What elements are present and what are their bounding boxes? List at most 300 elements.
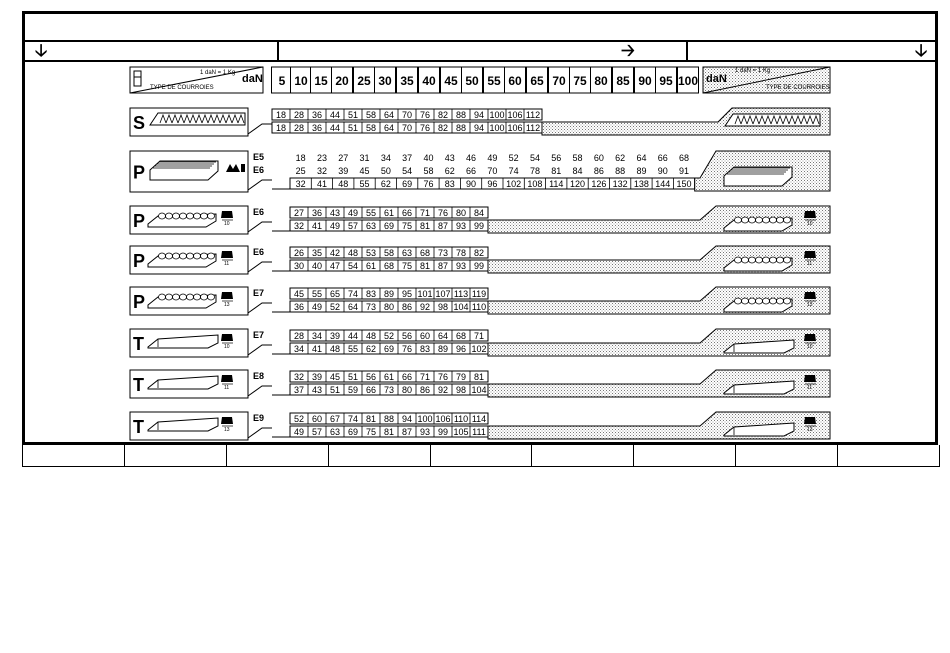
tension-value: 88 [383, 414, 395, 424]
tension-value: 52 [508, 153, 519, 163]
belt-section-icon-right [804, 251, 816, 258]
footer-cell [838, 445, 939, 466]
tension-value: 94 [401, 414, 413, 424]
connector-line [248, 262, 272, 272]
tension-value: 83 [419, 344, 431, 354]
tension-value: 68 [679, 153, 690, 163]
tension-value: 110 [471, 302, 487, 312]
tension-value: 71 [419, 208, 431, 218]
tension-value: 55 [365, 208, 377, 218]
tension-value: 80 [383, 302, 395, 312]
tension-value: 36 [293, 302, 305, 312]
scale-value: 75 [573, 74, 587, 88]
connector-line [248, 345, 272, 355]
tension-value: 56 [551, 153, 562, 163]
tension-value: 83 [365, 289, 377, 299]
unit-label: daN [706, 73, 727, 85]
belt-section-icon [221, 251, 233, 258]
belt-section-icon [221, 417, 233, 424]
tension-value: 80 [401, 385, 413, 395]
belt-section-icon-right [804, 211, 816, 218]
tension-value: 52 [383, 331, 395, 341]
tension-value: 28 [293, 123, 305, 133]
tension-value: 32 [295, 179, 306, 189]
tension-value: 96 [455, 344, 467, 354]
tension-value: 76 [437, 208, 449, 218]
scale-value: 20 [335, 74, 349, 88]
tension-value: 45 [359, 166, 370, 176]
tension-value: 76 [419, 123, 431, 133]
tension-value: 37 [402, 153, 413, 163]
footer-cell [736, 445, 838, 466]
tension-value: 48 [347, 248, 359, 258]
tension-value: 48 [338, 179, 349, 189]
section-width: 11 [224, 261, 230, 267]
tension-value: 89 [636, 166, 647, 176]
tension-value: 126 [591, 179, 607, 189]
tension-value: 23 [316, 153, 327, 163]
tension-value: 62 [444, 166, 455, 176]
footer-cell [227, 445, 329, 466]
belt-row [130, 108, 830, 136]
tension-value: 64 [383, 123, 395, 133]
tension-value: 44 [347, 331, 359, 341]
tension-value: 36 [311, 110, 323, 120]
tension-value: 47 [329, 261, 341, 271]
tension-value: 48 [329, 344, 341, 354]
belt-row [130, 151, 830, 192]
tension-value: 43 [444, 153, 455, 163]
belt-section-icon [221, 375, 233, 382]
tension-value: 71 [473, 331, 485, 341]
tension-value: 89 [383, 289, 395, 299]
tension-value: 79 [455, 372, 467, 382]
tension-value: 70 [401, 110, 413, 120]
tension-value: 54 [402, 166, 413, 176]
tension-value: 76 [401, 344, 413, 354]
tension-value: 49 [487, 153, 498, 163]
tension-value: 70 [487, 166, 498, 176]
tension-value: 96 [487, 179, 498, 189]
tension-value: 41 [316, 179, 327, 189]
belt-section-icon-right [804, 375, 816, 382]
tension-value: 86 [593, 166, 604, 176]
tension-value: 99 [473, 221, 485, 231]
footer-cell [125, 445, 227, 466]
tension-value: 64 [636, 153, 647, 163]
tension-value: 64 [437, 331, 449, 341]
tension-value: 119 [471, 289, 487, 299]
scale-header [130, 67, 830, 93]
tension-value: 61 [383, 372, 395, 382]
connector-line [248, 124, 272, 134]
tension-value: 112 [525, 110, 541, 120]
belt-letter: P [133, 211, 146, 231]
tension-value: 102 [506, 179, 522, 189]
tension-value: 51 [347, 123, 359, 133]
connector-line [248, 428, 272, 438]
connector-line [248, 222, 272, 232]
tension-value: 32 [316, 166, 327, 176]
tension-value: 81 [473, 372, 485, 382]
belt-section-icon-right [804, 417, 816, 424]
tension-value: 27 [338, 153, 349, 163]
tension-value: 58 [572, 153, 583, 163]
section-width: 11 [807, 261, 813, 267]
tension-value: 75 [401, 261, 413, 271]
tension-value: 105 [453, 427, 469, 437]
belt-rows [130, 108, 830, 440]
tension-value: 84 [473, 208, 485, 218]
tension-value: 76 [437, 372, 449, 382]
tension-value: 31 [359, 153, 370, 163]
tension-value: 114 [549, 179, 564, 189]
tension-value: 28 [293, 110, 305, 120]
section-width: 10 [807, 344, 813, 350]
tension-value: 82 [437, 123, 449, 133]
tension-value: 93 [455, 221, 467, 231]
tension-value: 51 [347, 110, 359, 120]
tension-value: 40 [311, 261, 323, 271]
line-label: E8 [253, 371, 265, 381]
tension-value: 61 [383, 208, 395, 218]
connector-line [248, 180, 272, 190]
tension-value: 69 [347, 427, 359, 437]
tension-value: 66 [466, 166, 477, 176]
tension-value: 48 [365, 331, 377, 341]
tension-value: 34 [293, 344, 305, 354]
tension-value: 58 [423, 166, 434, 176]
tension-value: 69 [383, 344, 395, 354]
tension-value: 27 [293, 208, 305, 218]
tension-value: 26 [293, 248, 305, 258]
tension-value: 30 [293, 261, 305, 271]
tension-value: 93 [419, 427, 431, 437]
scale-value: 100 [677, 74, 699, 88]
tension-value: 98 [437, 302, 449, 312]
scale-value: 60 [508, 74, 522, 88]
tension-value: 98 [455, 385, 467, 395]
unit-note: 1 daN = 1 Kg [200, 70, 236, 76]
tension-value: 50 [380, 166, 391, 176]
tension-value: 41 [311, 344, 323, 354]
footer-cell [23, 445, 125, 466]
line-label: E7 [253, 288, 265, 298]
tension-value: 45 [293, 289, 305, 299]
tension-value: 67 [329, 414, 341, 424]
belt-section-icon-right [804, 334, 816, 341]
scale-value: 65 [530, 74, 544, 88]
tension-value: 40 [423, 153, 434, 163]
tension-value: 49 [311, 302, 323, 312]
tension-value: 53 [365, 248, 377, 258]
scale-value: 90 [638, 74, 652, 88]
scale-value: 95 [659, 74, 673, 88]
tension-value: 82 [473, 248, 485, 258]
tension-value: 45 [329, 372, 341, 382]
tension-value: 81 [365, 414, 377, 424]
tension-value: 28 [293, 331, 305, 341]
scale-value: 45 [444, 74, 458, 88]
tension-value: 34 [311, 331, 323, 341]
tension-value: 101 [417, 289, 433, 299]
tension-value: 66 [401, 372, 413, 382]
scale-value: 25 [357, 74, 371, 88]
section-width: 10 [224, 221, 230, 227]
connector-line [248, 386, 272, 396]
line-label: E6 [253, 207, 265, 217]
tension-value: 100 [417, 414, 433, 424]
tension-value: 95 [401, 289, 413, 299]
tension-value: 35 [311, 248, 323, 258]
belt-letter: T [133, 375, 144, 395]
line-label: E9 [253, 413, 265, 423]
section-width: 13 [224, 427, 230, 433]
tension-value: 86 [401, 302, 413, 312]
tension-value: 44 [329, 110, 341, 120]
tension-value: 112 [525, 123, 541, 133]
tension-value: 81 [383, 427, 395, 437]
tension-value: 92 [419, 302, 431, 312]
footer-cell [532, 445, 634, 466]
tension-value: 82 [437, 110, 449, 120]
arrow-down-icon: 🡣 [35, 41, 48, 60]
tension-value: 144 [655, 179, 671, 189]
connector-line [248, 303, 272, 313]
tension-value: 81 [419, 221, 431, 231]
tension-value: 60 [311, 414, 323, 424]
tension-value: 39 [311, 372, 323, 382]
tension-value: 83 [444, 179, 455, 189]
tension-value: 60 [419, 331, 431, 341]
arrow-right-icon: 🡢 [621, 41, 635, 60]
tension-value: 34 [380, 153, 391, 163]
tension-value: 51 [329, 385, 341, 395]
tension-value: 92 [437, 385, 449, 395]
tension-value: 94 [473, 123, 485, 133]
tension-value: 58 [365, 110, 377, 120]
tension-value: 73 [365, 302, 377, 312]
tension-value: 74 [347, 414, 359, 424]
tension-value: 87 [437, 221, 449, 231]
tension-value: 81 [551, 166, 562, 176]
footer-cell [329, 445, 431, 466]
tension-value: 106 [507, 110, 523, 120]
tension-value: 87 [401, 427, 413, 437]
tension-value: 88 [455, 110, 467, 120]
tension-value: 58 [365, 123, 377, 133]
tension-value: 52 [329, 302, 341, 312]
tension-value: 57 [347, 221, 359, 231]
belt-section-icon [221, 211, 233, 218]
tension-value: 74 [347, 289, 359, 299]
tension-value: 90 [657, 166, 668, 176]
tension-value: 80 [455, 208, 467, 218]
tension-value: 36 [311, 208, 323, 218]
tension-value: 150 [676, 179, 692, 189]
scale-value: 15 [314, 74, 328, 88]
tension-value: 55 [359, 179, 370, 189]
tension-value: 68 [419, 248, 431, 258]
tension-value: 62 [615, 153, 626, 163]
tension-value: 66 [401, 208, 413, 218]
section-width: 11 [224, 385, 230, 391]
belt-row [130, 329, 830, 357]
tension-value: 43 [329, 208, 341, 218]
tension-value: 39 [338, 166, 349, 176]
tension-value: 73 [383, 385, 395, 395]
scale-value: 5 [278, 74, 286, 88]
arrow-down-icon: 🡣 [915, 41, 928, 60]
tension-value: 76 [423, 179, 434, 189]
tension-value: 51 [347, 372, 359, 382]
tension-value: 18 [275, 123, 287, 133]
tension-value: 76 [419, 110, 431, 120]
tension-value: 60 [593, 153, 604, 163]
tension-value: 68 [383, 261, 395, 271]
tension-value: 49 [293, 427, 305, 437]
tension-value: 138 [633, 179, 649, 189]
section-width: 13 [807, 302, 813, 308]
unit-label: daN [242, 73, 263, 85]
scale-value: 55 [487, 74, 501, 88]
belt-row [130, 370, 830, 398]
type-label: TYPE DE COURROIES [766, 85, 830, 91]
belt-letter: P [133, 162, 146, 183]
tension-value: 18 [295, 153, 306, 163]
tension-value: 104 [453, 302, 469, 312]
tension-value: 86 [419, 385, 431, 395]
belt-row [130, 206, 830, 234]
tension-value: 94 [473, 110, 485, 120]
tension-value: 106 [435, 414, 451, 424]
tension-value: 87 [437, 261, 449, 271]
tension-value: 42 [329, 248, 341, 258]
section-width: 13 [224, 302, 230, 308]
tension-value: 113 [453, 289, 469, 299]
tension-value: 65 [329, 289, 341, 299]
tension-value: 49 [329, 221, 341, 231]
tension-value: 63 [365, 221, 377, 231]
tension-value: 68 [455, 331, 467, 341]
section-width: 10 [807, 221, 813, 227]
tension-value: 54 [347, 261, 359, 271]
tension-value: 41 [311, 221, 323, 231]
tension-value: 71 [419, 372, 431, 382]
tension-value: 70 [401, 123, 413, 133]
tension-value: 61 [365, 261, 377, 271]
tension-value: 55 [347, 344, 359, 354]
tension-value: 64 [347, 302, 359, 312]
tension-value: 69 [383, 221, 395, 231]
line-label: E5 [253, 152, 265, 162]
tension-value: 39 [329, 331, 341, 341]
belt-row [130, 412, 830, 440]
section-width: 13 [807, 427, 813, 433]
tension-value: 64 [383, 110, 395, 120]
tension-value: 56 [401, 331, 413, 341]
line-label: E7 [253, 330, 265, 340]
tension-value: 99 [437, 427, 449, 437]
scale-value: 35 [400, 74, 414, 88]
tension-value: 81 [419, 261, 431, 271]
section-width: 11 [807, 385, 813, 391]
tension-value: 132 [612, 179, 628, 189]
tension-value: 43 [311, 385, 323, 395]
tension-value: 91 [679, 166, 690, 176]
tension-value: 32 [293, 372, 305, 382]
scale-value: 50 [465, 74, 479, 88]
tension-value: 62 [380, 179, 391, 189]
tension-value: 73 [437, 248, 449, 258]
tension-value: 69 [402, 179, 413, 189]
tension-value: 89 [437, 344, 449, 354]
tension-value: 114 [471, 414, 487, 424]
tension-value: 100 [489, 110, 505, 120]
tension-value: 52 [293, 414, 305, 424]
tension-value: 54 [529, 153, 540, 163]
unit-note: 1 daN = 1 Kg [735, 68, 771, 74]
tension-value: 78 [455, 248, 467, 258]
tension-value: 63 [401, 248, 413, 258]
tension-value: 100 [489, 123, 505, 133]
tension-value: 66 [657, 153, 668, 163]
tension-value: 108 [527, 179, 543, 189]
belt-section-icon [221, 292, 233, 299]
belt-section-icon [221, 334, 233, 341]
footer-cell [634, 445, 736, 466]
tension-value: 99 [473, 261, 485, 271]
tension-value: 59 [347, 385, 359, 395]
tension-value: 57 [311, 427, 323, 437]
scale-value: 85 [616, 74, 630, 88]
tension-value: 55 [311, 289, 323, 299]
belt-section-icon-right [804, 292, 816, 299]
tension-value: 25 [295, 166, 306, 176]
tension-value: 32 [293, 221, 305, 231]
tension-value: 62 [365, 344, 377, 354]
belt-letter: P [133, 292, 146, 312]
tension-value: 106 [507, 123, 523, 133]
tension-value: 58 [383, 248, 395, 258]
scale-value: 70 [552, 74, 566, 88]
scale-value: 10 [294, 74, 308, 88]
tension-value: 37 [293, 385, 305, 395]
tension-value: 49 [347, 208, 359, 218]
tension-value: 75 [365, 427, 377, 437]
tension-value: 110 [453, 414, 469, 424]
tension-value: 18 [275, 110, 287, 120]
tension-value: 102 [471, 344, 487, 354]
tension-value: 107 [435, 289, 451, 299]
tension-value: 88 [615, 166, 626, 176]
tension-value: 120 [570, 179, 586, 189]
section-width: 10 [224, 344, 230, 350]
tension-value: 75 [401, 221, 413, 231]
tension-value: 93 [455, 261, 467, 271]
scale-value: 80 [594, 74, 608, 88]
tension-value: 111 [472, 427, 486, 437]
line-label: E6 [253, 247, 265, 257]
tension-value: 36 [311, 123, 323, 133]
footer-row [22, 445, 940, 467]
belt-letter: T [133, 417, 144, 437]
footer-cell [431, 445, 533, 466]
belt-letter: T [133, 334, 144, 354]
scale-value: 40 [422, 74, 436, 88]
tension-value: 88 [455, 123, 467, 133]
tension-value: 44 [329, 123, 341, 133]
